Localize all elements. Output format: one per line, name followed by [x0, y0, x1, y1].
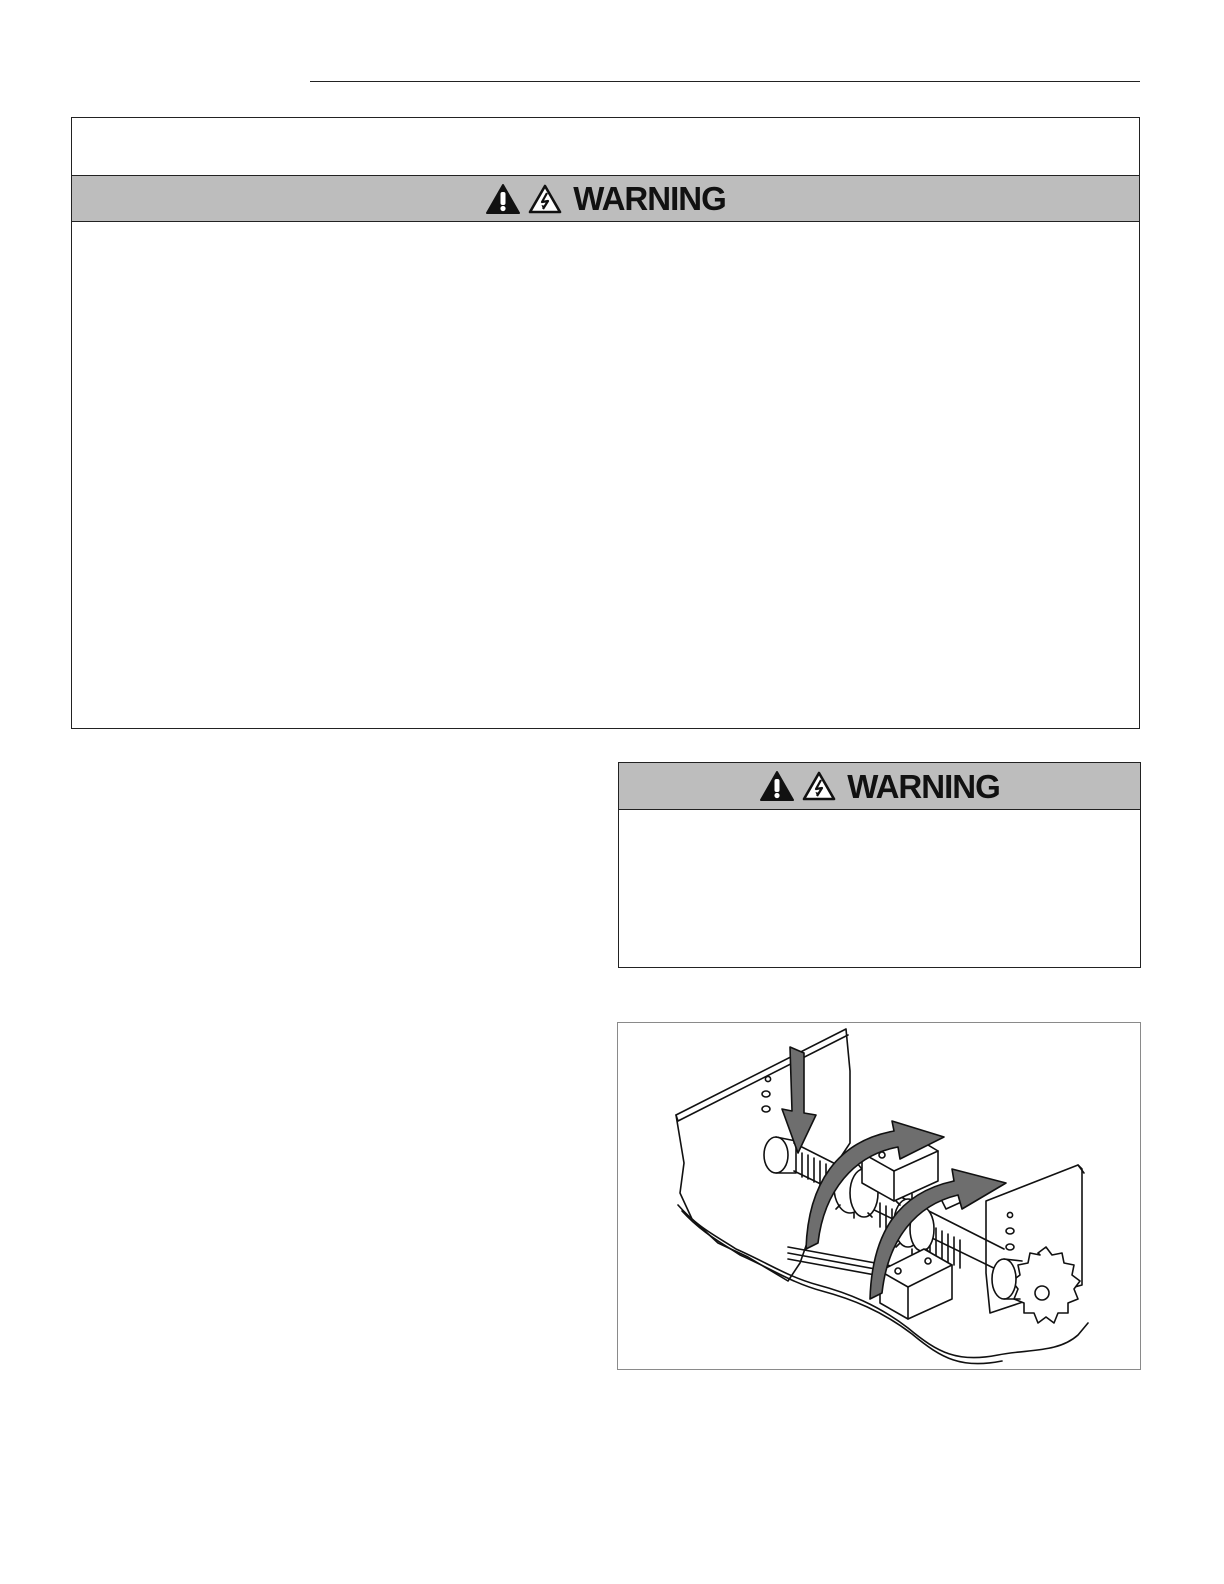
main-warning-banner: [72, 175, 1139, 222]
secondary-warning-box: [618, 762, 1141, 968]
shaft-end-cap: [764, 1137, 788, 1173]
limit-switch-figure: [617, 1022, 1141, 1370]
exclamation-triangle-icon: [759, 770, 795, 802]
electric-shock-triangle-icon: [801, 770, 837, 802]
header-rule: [310, 81, 1140, 82]
limit-switch-illustration: [618, 1023, 1139, 1368]
left-side-plate: [676, 1029, 850, 1281]
exclamation-triangle-icon: [485, 183, 521, 215]
secondary-warning-label: WARNING: [847, 767, 1000, 805]
electric-shock-triangle-icon: [527, 183, 563, 215]
lower-limit-switch: [880, 1249, 952, 1319]
main-warning-box: [71, 117, 1140, 729]
main-warning-label: WARNING: [573, 180, 726, 217]
secondary-warning-banner: [619, 763, 1140, 810]
